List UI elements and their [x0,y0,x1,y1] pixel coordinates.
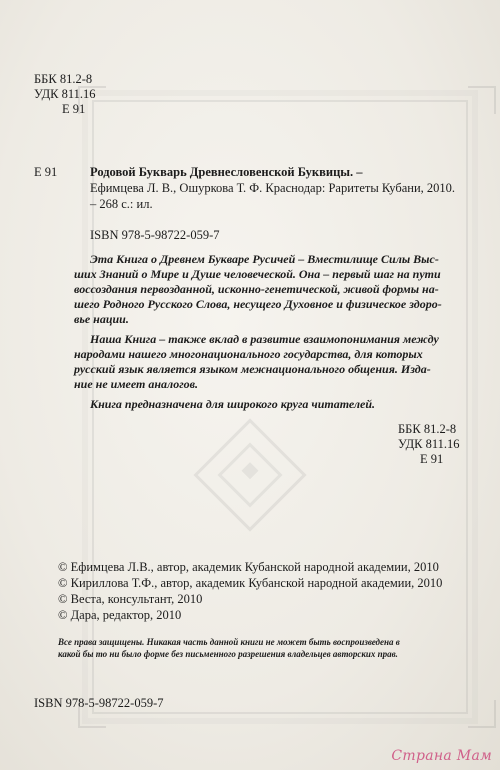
classification-code: Е 91 [420,452,444,466]
copyright-line: © Веста, консультант, 2010 [58,592,203,606]
catalog-title: Родовой Букварь Древнесловенской Буквицы. – [90,165,363,179]
header-udk: УДК 811.16 [34,87,96,101]
isbn-top: ISBN 978-5-98722-059-7 [90,228,220,242]
catalog-code: Е 91 [34,165,58,179]
frame-corner-ornament [468,86,496,114]
frame-corner-ornament [468,700,496,728]
abstract-line: Наша Книга – также вклад в развитие взаимопонимания между [90,332,439,346]
catalog-pages: – 268 с.: ил. [90,197,153,211]
abstract-line: шего Родного Русского Слова, несущего Духовное и физическое здоро- [74,297,442,311]
rights-line: какой бы то ни было форме без письменного разрешения владельцев авторских прав. [58,649,398,659]
header-code: Е 91 [62,102,86,116]
abstract-audience: Книга предназначена для широкого круга читателей. [90,397,376,411]
copyright-line: © Кириллова Т.Ф., автор, академик Кубанской народной академии, 2010 [58,576,443,590]
copyright-line: © Дара, редактор, 2010 [58,608,182,622]
site-watermark: Страна Мам [391,748,492,764]
catalog-authors: Ефимцева Л. В., Ошуркова Т. Ф. Краснодар: Раритеты Кубани, 2010. [90,181,456,195]
abstract-line: русский язык является языком межнационального общения. Изда- [74,362,431,376]
abstract-line: воссоздания первозданной, исконно-генетической, живой формы на- [74,282,439,296]
abstract-line: народами нашего многонационального государства, для которых [74,347,423,361]
header-bbk: ББК 81.2-8 [34,72,93,86]
classification-udk: УДК 811.16 [398,437,460,451]
copyright-line: © Ефимцева Л.В., автор, академик Кубанской народной академии, 2010 [58,560,439,574]
classification-bbk: ББК 81.2-8 [398,422,457,436]
rights-line: Все права защищены. Никакая часть данной книги не может быть воспроизведена в [58,637,400,647]
abstract-line: вье нации. [74,312,129,326]
isbn-bottom: ISBN 978-5-98722-059-7 [34,696,164,710]
abstract-line: Эта Книга о Древнем Букваре Русичей – Вместилище Силы Выс- [90,252,439,266]
abstract-line: ние не имеет аналогов. [74,377,198,391]
abstract-line: ших Знаний о Мире и Душе человеческой. Она – первый шаг на пути [74,267,441,281]
